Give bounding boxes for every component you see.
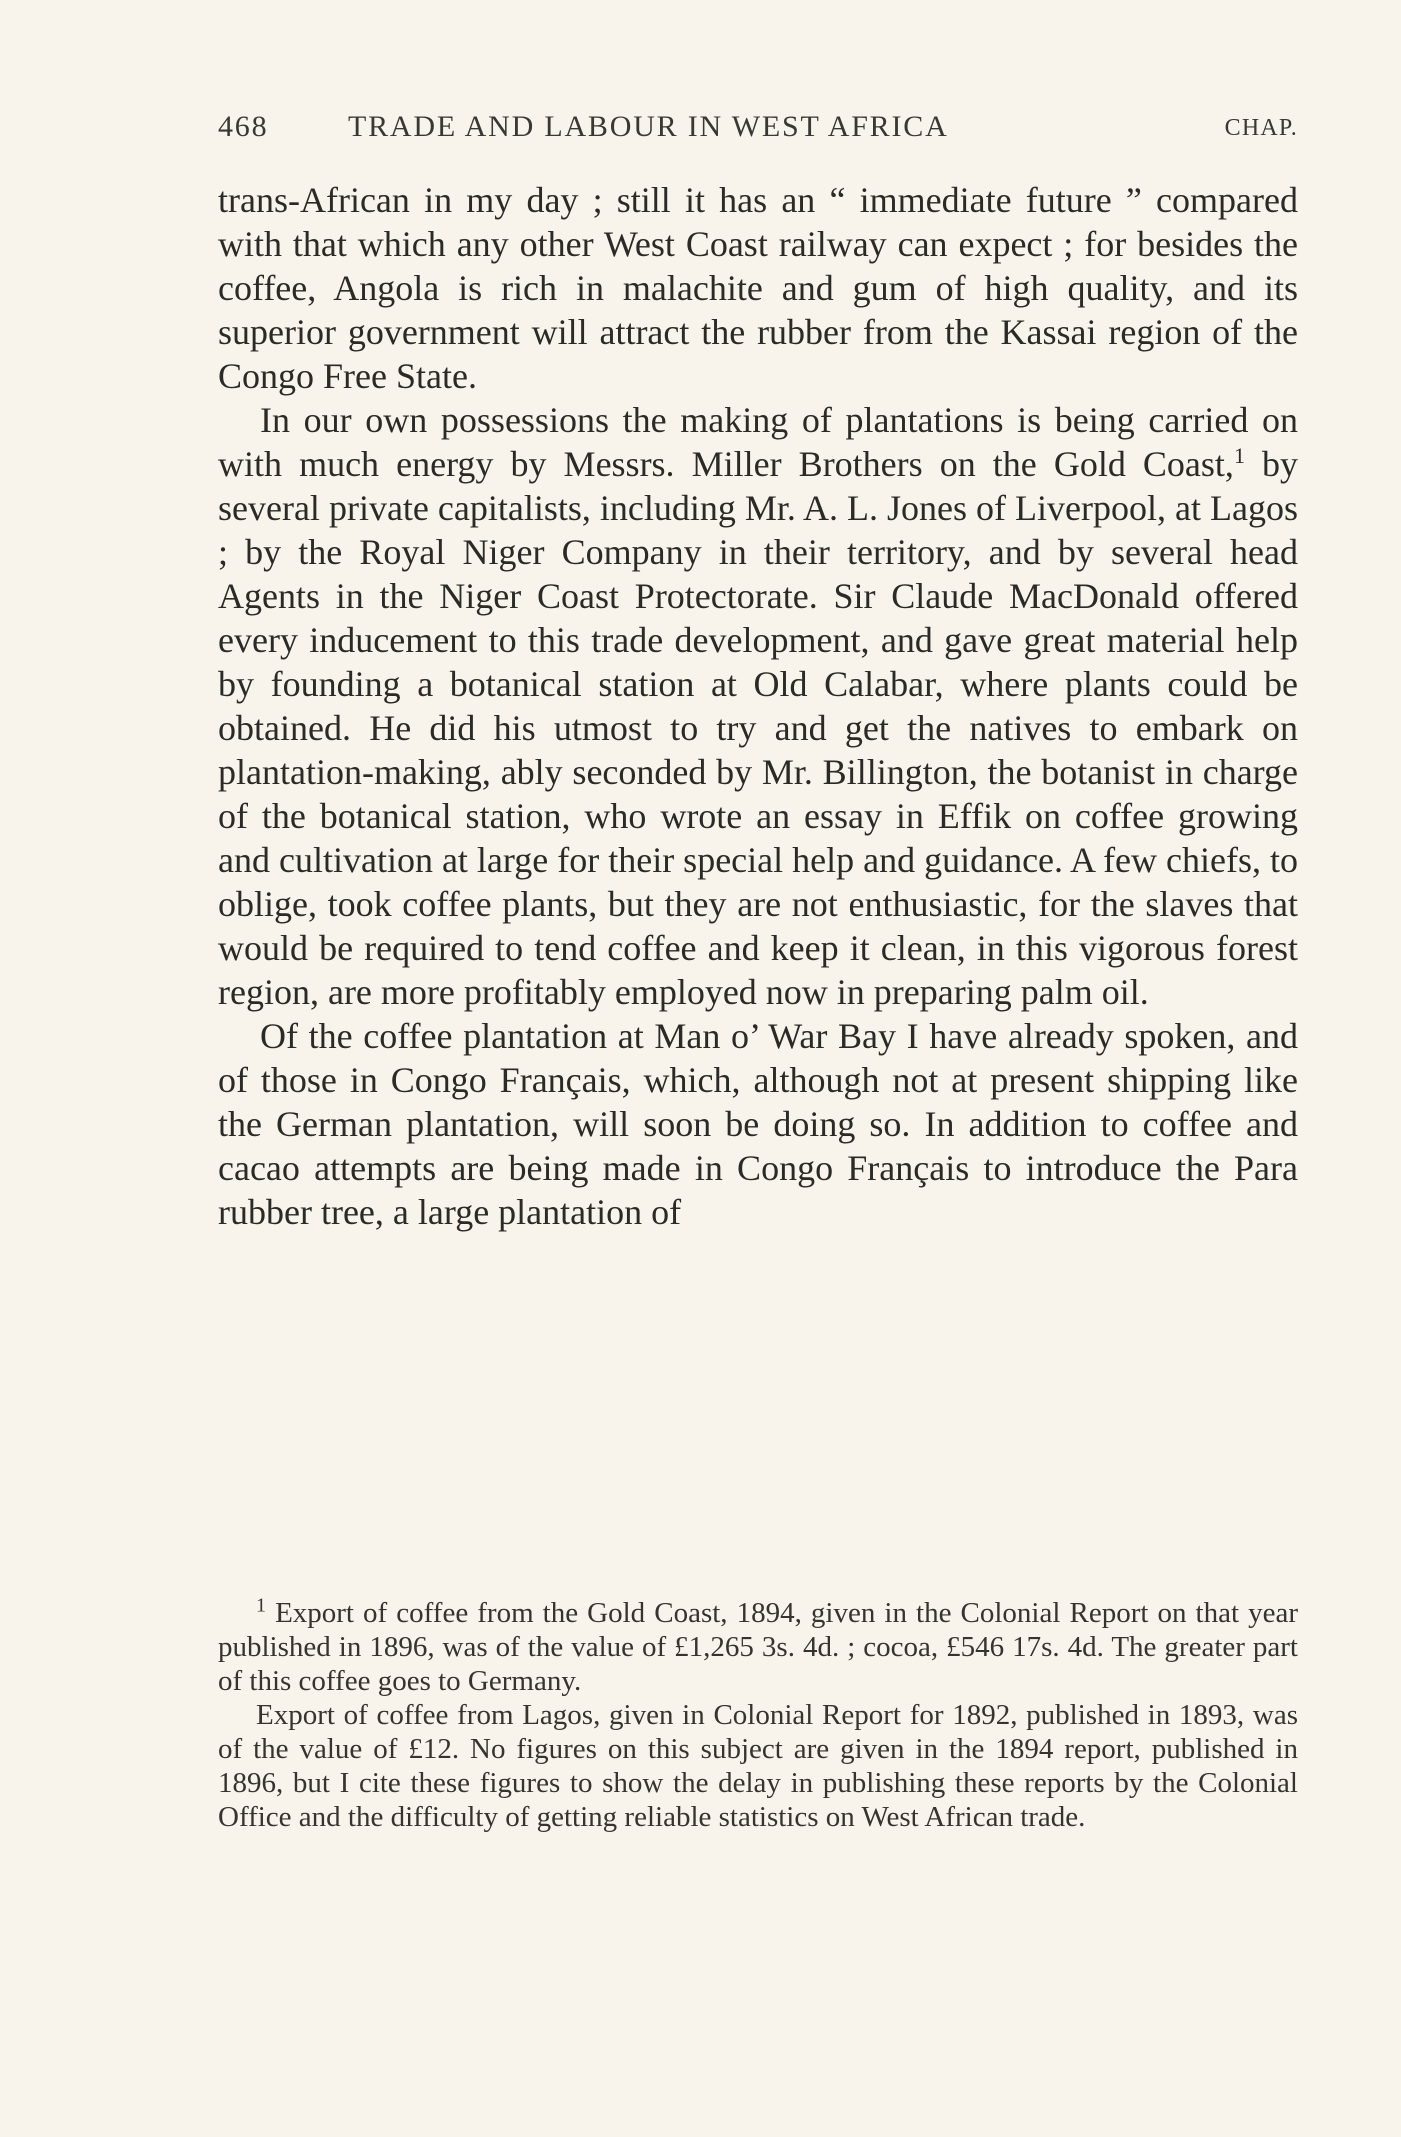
footnote-text: Export of coffee from the Gold Coast, 1894, given in the Colonial Report on that year published in 1896, was of the value of £1,265 3s. 4d. ; cocoa, £546 17s. 4d. The greater part of this coffee goes to Germany. [218,1597,1298,1697]
paragraph-text: by several private capitalists, including Mr. A. L. Jones of Liverpool, at Lagos ; by the Royal Niger Company in their territory, and by several head Agents in the Niger Coast Protectorate. Sir Claude MacDonald offered every inducement to this trade development, and gave great material help by founding a botanical station at Old Calabar, where plants could be obtained. He did his utmost to try and get the natives to embark on plantation-making, ably seconded by Mr. Billington, the botanist in charge of the botanical station, who wrote an essay in Effik on coffee growing and cultivation at large for their special help and guidance. A few chiefs, to oblige, took coffee plants, but they are not enthusiastic, for the slaves that would be required to tend coffee and keep it clean, in this vigorous forest region, are more profitably employed now in preparing palm oil. [218,444,1299,1012]
running-head [218,110,1298,150]
body-text [218,178,1298,1234]
footnote [218,1596,1298,1698]
footnote-marker: 1 [256,1594,266,1617]
paragraph: trans-African in my day ; still it has an “ immediate future ” compared with that which any other West Coast railway can expect ; for besides the coffee, Angola is rich in malachite and gum of high quality, and its superior government will attract the rubber from the Kassai region of the Congo Free State. [218,180,1298,396]
paragraph [218,398,1298,1014]
footnotes [218,1596,1298,1834]
footnote: Export of coffee from Lagos, given in Colonial Report for 1892, published in 1893, was of the value of £12. No figures on this subject are given in the 1894 report, published in 1896, but I cite these figures to show the delay in publishing these reports by the Colonial Office and the difficulty of getting reliable statistics on West African trade. [218,1699,1298,1833]
running-title: TRADE AND LABOUR IN WEST AFRICA [348,110,949,143]
paragraph: Of the coffee plantation at Man o’ War Bay I have already spoken, and of those in Congo Français, which, although not at present shipping like the German plantation, will soon be doing so. In addition to coffee and cacao attempts are being made in Congo Français to introduce the Para rubber tree, a large plantation of [218,1016,1298,1232]
chapter-label: CHAP. [1224,115,1298,141]
page-number: 468 [218,110,269,143]
paragraph-text: In our own possessions the making of plantations is being carried on with much energy by Messrs. Miller Brothers on the Gold Coast, [218,400,1298,484]
footnote-reference: 1 [1233,443,1245,468]
